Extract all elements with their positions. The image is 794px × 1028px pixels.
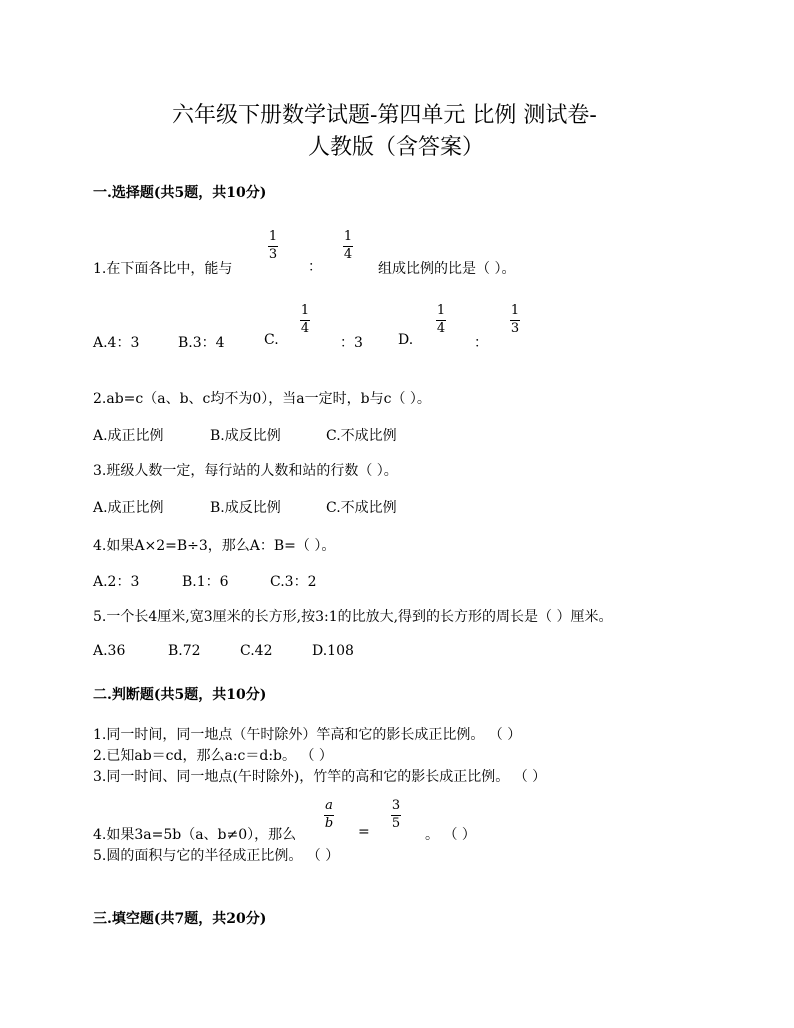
q1-fraction-b (343, 230, 353, 262)
q1-option-b: B.3：4 (178, 335, 225, 351)
j4-text-before: 4.如果3a=5b（a、b≠0），那么 (93, 827, 297, 843)
q3-option-a: A.成正比例 (93, 500, 164, 516)
q3-option-b: B.成反比例 (210, 500, 281, 516)
q1-option-c-tail: ：3 (340, 335, 363, 351)
denominator: 4 (300, 321, 310, 336)
numerator: 1 (300, 303, 310, 318)
section-heading-fill-blank: 三.填空题(共7题，共20分) (93, 911, 267, 927)
denominator: 3 (268, 247, 278, 262)
question-5: 5.一个长4厘米,宽3厘米的长方形,按3:1的比放大,得到的长方形的周长是（ ）厘米。 (93, 609, 613, 625)
q4-option-c: C.3：2 (270, 574, 317, 590)
j4-text-after: 。 （ ） (425, 827, 476, 843)
page-title-line2: 人教版（含答案） (308, 135, 485, 160)
section-heading-choice: 一.选择题(共5题，共10分) (93, 185, 267, 201)
denominator: 5 (391, 816, 401, 831)
q1-option-c-fraction (300, 304, 310, 336)
question-4: 4.如果A×2=B÷3，那么A：B=（ ）。 (93, 538, 336, 554)
question-2: 2.ab=c（a、b、c均不为0），当a一定时，b与c（ ）。 (93, 391, 431, 407)
numerator: 1 (268, 229, 278, 244)
q1-colon: ： (308, 259, 322, 275)
numerator: 1 (510, 303, 520, 318)
q1-fraction-a (268, 230, 278, 262)
q1-option-d: D. (398, 332, 414, 348)
numerator: a (325, 798, 333, 813)
q1-option-a: A.4：3 (93, 335, 140, 351)
page-title-line1: 六年级下册数学试题-第四单元 比例 测试卷- (172, 103, 597, 128)
numerator: 1 (343, 229, 353, 244)
j4-fraction-a (324, 799, 334, 831)
q1-option-d-fraction-2 (510, 304, 520, 336)
j4-fraction-b (391, 799, 401, 831)
q5-option-d: D.108 (312, 643, 354, 659)
numerator: 3 (391, 798, 401, 813)
q1-text-before: 1.在下面各比中，能与 (93, 261, 233, 277)
judge-question-3: 3.同一时间、同一地点(午时除外)，竹竿的高和它的影长成正比例。 （ ） (93, 769, 547, 785)
q1-option-c: C. (264, 332, 279, 348)
question-3: 3.班级人数一定，每行站的人数和站的行数（ ）。 (93, 463, 398, 479)
q1-option-d-colon: ： (474, 335, 488, 351)
q3-option-c: C.不成比例 (326, 500, 397, 516)
judge-question-5: 5.圆的面积与它的半径成正比例。 （ ） (93, 848, 340, 864)
denominator: b (324, 816, 334, 831)
judge-question-2: 2.已知ab＝cd，那么a:c＝d:b。 （ ） (93, 748, 333, 764)
judge-question-1: 1.同一时间，同一地点（午时除外）竿高和它的影长成正比例。 （ ） (93, 727, 522, 743)
q2-option-c: C.不成比例 (326, 428, 397, 444)
q2-option-b: B.成反比例 (210, 428, 281, 444)
denominator: 3 (510, 321, 520, 336)
q1-text-after: 组成比例的比是（ ）。 (378, 261, 516, 277)
denominator: 4 (343, 247, 353, 262)
q4-option-b: B.1：6 (182, 574, 229, 590)
q5-option-a: A.36 (93, 643, 126, 659)
q2-option-a: A.成正比例 (93, 428, 164, 444)
section-heading-judgement: 二.判断题(共5题，共10分) (93, 687, 267, 703)
q1-option-d-fraction-1 (436, 304, 446, 336)
q5-option-c: C.42 (240, 643, 273, 659)
denominator: 4 (436, 321, 446, 336)
q4-option-a: A.2：3 (93, 574, 140, 590)
q5-option-b: B.72 (168, 643, 201, 659)
numerator: 1 (436, 303, 446, 318)
j4-equals: = (358, 824, 370, 840)
